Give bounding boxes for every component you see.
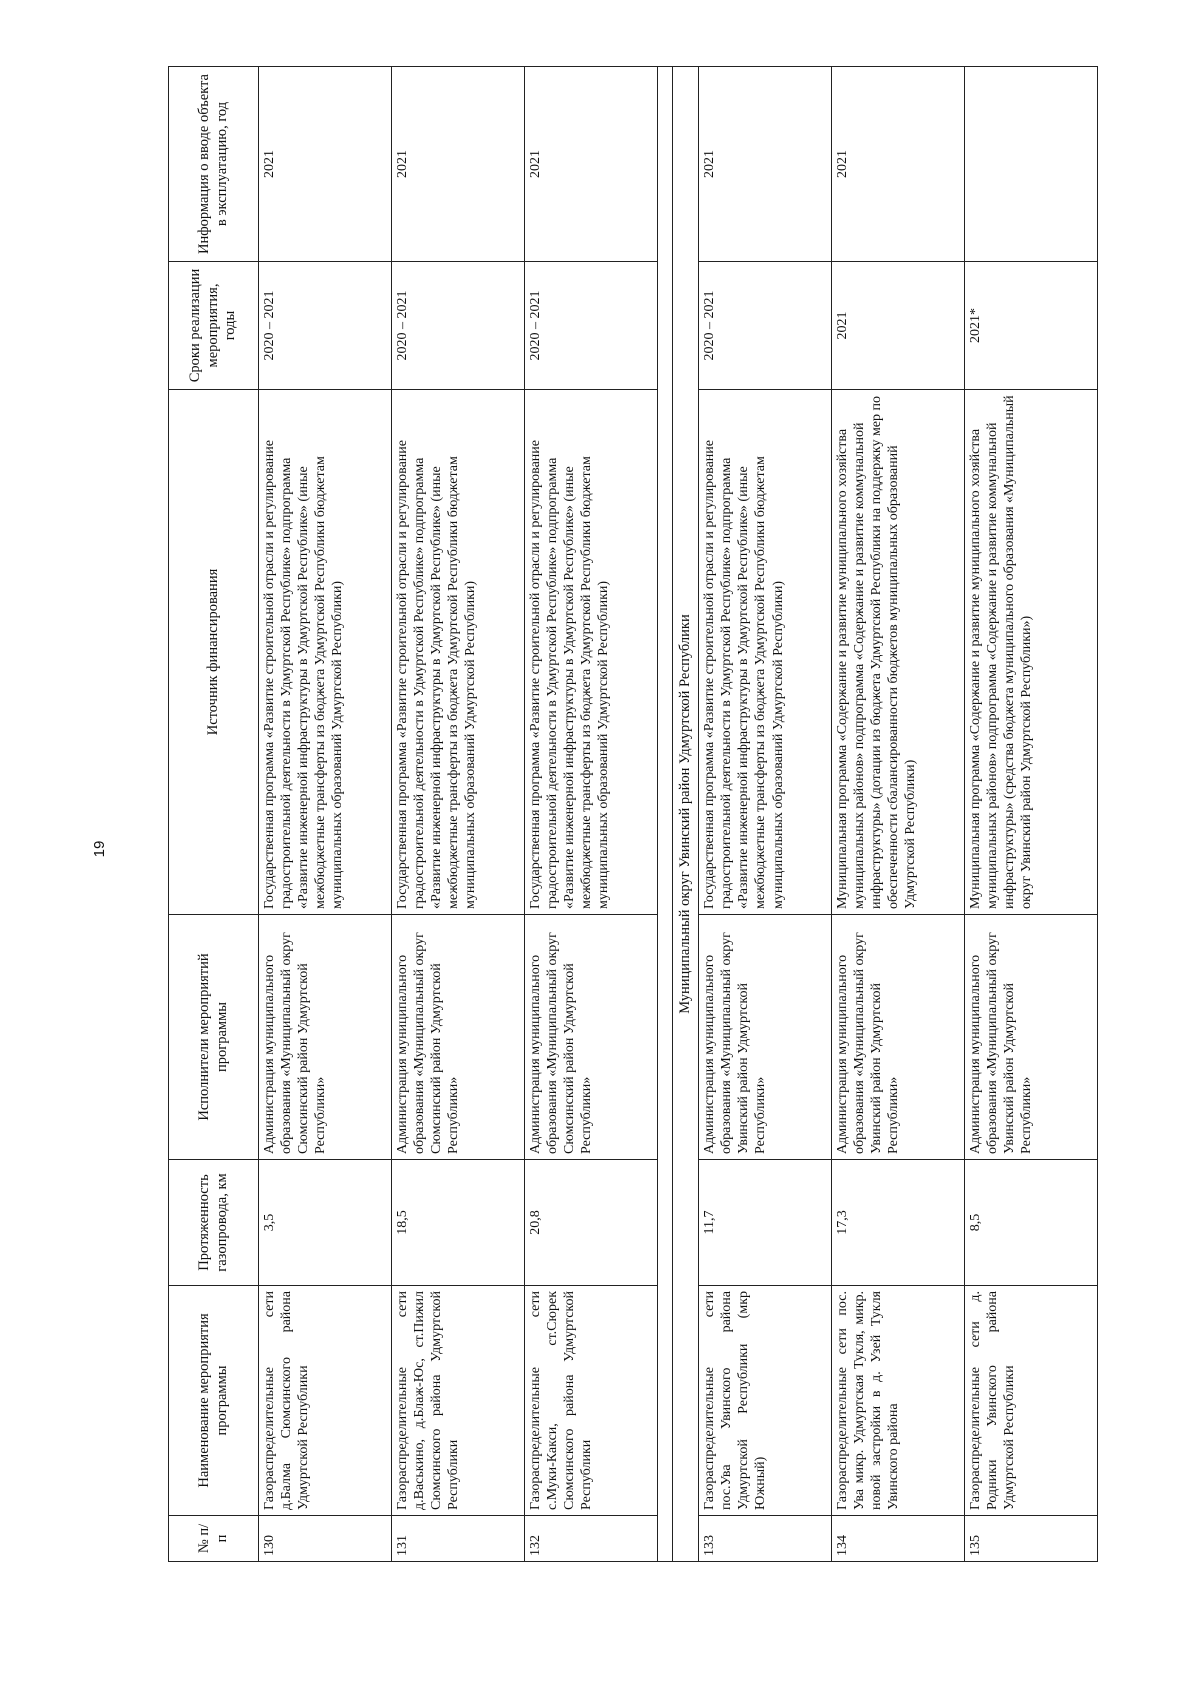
row-length: 8,5 bbox=[965, 1160, 1098, 1286]
row-name: Газораспределительные сети пос.Ува Увинского района Удмуртской Республики (мкр Южный) bbox=[699, 1286, 832, 1516]
row-number: 132 bbox=[524, 1516, 657, 1562]
row-name: Газораспределительные сети с.Муки-Какси, ст.Сюрек Сюмсинского района Удмуртской Республики bbox=[524, 1286, 657, 1516]
row-name: Газораспределительные сети д.Балма Сюмсинского района Удмуртской Республики bbox=[259, 1286, 392, 1516]
row-commission: 2021 bbox=[524, 67, 657, 262]
table-row bbox=[832, 67, 965, 1562]
row-length: 11,7 bbox=[699, 1160, 832, 1286]
row-number: 134 bbox=[832, 1516, 965, 1562]
table-row bbox=[524, 67, 657, 1562]
table-row bbox=[391, 67, 524, 1562]
row-executors: Администрация муниципального образования «Муниципальный округ Сюмсинский район Удмуртской Республики» bbox=[524, 915, 657, 1160]
row-period: 2020 – 2021 bbox=[699, 262, 832, 390]
row-source: Государственная программа «Развитие строительной отрасли и регулирование градостроительной деятельности в Удмуртской Республике» подпрограмма «Развитие инженерной инфраструктуры в Удмуртской Республике» (иные межбюджетные трансферты из бюджета Удмуртской Республики бюджетам муниципальных образований Удмуртской Республики) bbox=[259, 390, 392, 915]
table-spacer-row bbox=[657, 67, 673, 1562]
page-number: 19 bbox=[91, 840, 108, 858]
row-source: Государственная программа «Развитие строительной отрасли и регулирование градостроительной деятельности в Удмуртской Республике» подпрограмма «Развитие инженерной инфраструктуры в Удмуртской Республике» (иные межбюджетные трансферты из бюджета Удмуртской Республики бюджетам муниципальных образований Удмуртской Республики) bbox=[699, 390, 832, 915]
row-executors: Администрация муниципального образования «Муниципальный округ Увинский район Удмуртской Республики» bbox=[965, 915, 1098, 1160]
header-commission: Информация о вводе объекта в эксплуатацию, год bbox=[169, 67, 259, 262]
section-title: Муниципальный округ Увинский район Удмуртской Республики bbox=[673, 67, 699, 1562]
row-executors: Администрация муниципального образования «Муниципальный округ Сюмсинский район Удмуртской Республики» bbox=[259, 915, 392, 1160]
row-number: 131 bbox=[391, 1516, 524, 1562]
row-length: 17,3 bbox=[832, 1160, 965, 1286]
row-commission: 2021 bbox=[391, 67, 524, 262]
row-number: 133 bbox=[699, 1516, 832, 1562]
row-name: Газораспределительные сети пос. Ува микр. Удмуртская Тукля, микр. новой застройки в д. Узей Тукля Увинского района bbox=[832, 1286, 965, 1516]
header-executors: Исполнители мероприятий программы bbox=[169, 915, 259, 1160]
row-period: 2021* bbox=[965, 262, 1098, 390]
program-measures-table bbox=[168, 66, 1098, 1562]
header-source: Источник финансирования bbox=[169, 390, 259, 915]
row-source: Государственная программа «Развитие строительной отрасли и регулирование градостроительной деятельности в Удмуртской Республике» подпрограмма «Развитие инженерной инфраструктуры в Удмуртской Республике» (иные межбюджетные трансферты из бюджета Удмуртской Республики бюджетам муниципальных образований Удмуртской Республики) bbox=[391, 390, 524, 915]
section-header-row bbox=[673, 67, 699, 1562]
row-period: 2020 – 2021 bbox=[259, 262, 392, 390]
header-name: Наименование мероприятия программы bbox=[169, 1286, 259, 1516]
table-row bbox=[259, 67, 392, 1562]
row-commission bbox=[965, 67, 1098, 262]
row-period: 2020 – 2021 bbox=[524, 262, 657, 390]
row-length: 18,5 bbox=[391, 1160, 524, 1286]
row-length: 20,8 bbox=[524, 1160, 657, 1286]
rotated-table-container bbox=[168, 67, 1098, 1562]
table-header-row bbox=[169, 67, 259, 1562]
row-executors: Администрация муниципального образования «Муниципальный округ Увинский район Удмуртской Республики» bbox=[832, 915, 965, 1160]
row-executors: Администрация муниципального образования «Муниципальный округ Увинский район Удмуртской Республики» bbox=[699, 915, 832, 1160]
spacer-cell bbox=[657, 67, 673, 1562]
table-row bbox=[699, 67, 832, 1562]
row-number: 135 bbox=[965, 1516, 1098, 1562]
row-source: Муниципальная программа «Содержание и развитие муниципального хозяйства муниципальных районов» подпрограмма «Содержание и развитие коммунальной инфраструктуры» (дотации из бюджета Удмуртской Республики на поддержку мер по обеспеченности сбалансированности бюджетов муниципальных образований Удмуртской Республики) bbox=[832, 390, 965, 915]
header-period: Сроки реализации мероприятия, годы bbox=[169, 262, 259, 390]
row-name: Газораспределительные сети д. Родники Увинского района Удмуртской Республики bbox=[965, 1286, 1098, 1516]
row-executors: Администрация муниципального образования «Муниципальный округ Сюмсинский район Удмуртской Республики» bbox=[391, 915, 524, 1160]
row-commission: 2021 bbox=[259, 67, 392, 262]
row-source: Муниципальная программа «Содержание и развитие муниципального хозяйства муниципальных районов» подпрограмма «Содержание и развитие коммунальной инфраструктуры» (средства бюджета муниципального образования «Муниципальный округ Увинский район Удмуртской Республики») bbox=[965, 390, 1098, 915]
table-row bbox=[965, 67, 1098, 1562]
row-name: Газораспределительные сети д.Васькино, д.Блаж-Юс, ст.Пижил Сюмсинского района Удмуртской Республики bbox=[391, 1286, 524, 1516]
row-commission: 2021 bbox=[832, 67, 965, 262]
row-commission: 2021 bbox=[699, 67, 832, 262]
row-period: 2021 bbox=[832, 262, 965, 390]
row-source: Государственная программа «Развитие строительной отрасли и регулирование градостроительной деятельности в Удмуртской Республике» подпрограмма «Развитие инженерной инфраструктуры в Удмуртской Республике» (иные межбюджетные трансферты из бюджета Удмуртской Республики бюджетам муниципальных образований Удмуртской Республики) bbox=[524, 390, 657, 915]
row-length: 3,5 bbox=[259, 1160, 392, 1286]
row-number: 130 bbox=[259, 1516, 392, 1562]
row-period: 2020 – 2021 bbox=[391, 262, 524, 390]
header-length: Протяженность газопровода, км bbox=[169, 1160, 259, 1286]
header-num: № п/п bbox=[169, 1516, 259, 1562]
